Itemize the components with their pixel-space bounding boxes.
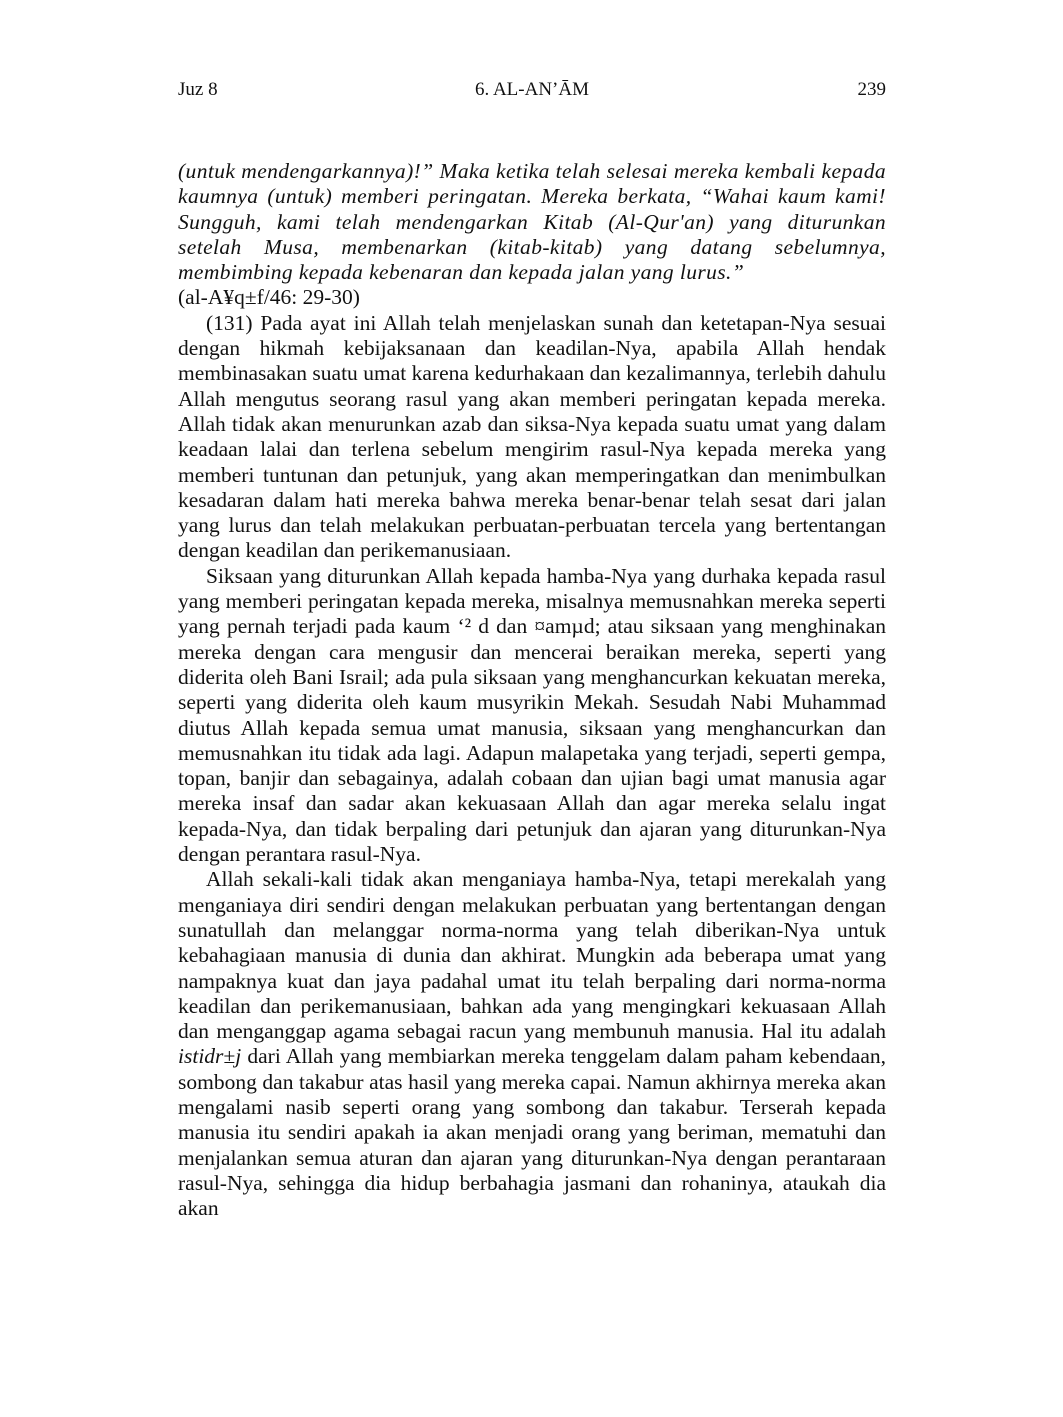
- running-header: [178, 76, 886, 104]
- paragraph-131: (131) Pada ayat ini Allah telah menjelaskan sunah dan ketetapan-Nya sesuai dengan hikmah kebijaksanaan dan keadilan-Nya, apabila Allah hendak membinasakan suatu umat karena kedurhakaan dan kezalimannya, terlebih dahulu Allah mengutus seorang rasul yang akan memberi peringatan kepada mereka. Allah tidak akan menurunkan azab dan siksa-Nya kepada suatu umat yang dalam keadaan lalai dan terlena sebelum mengirim rasul-Nya kepada mereka yang memberi tuntunan dan petunjuk, yang akan memperingatkan dan menimbulkan kesadaran dalam hati mereka bahwa mereka benar-benar telah sesat dari jalan yang lurus dan telah melakukan perbuatan-perbuatan tercela yang bertentangan dengan keadilan dan perikemanusiaan.: [178, 310, 886, 563]
- term-istidraj: istidr±j: [178, 1044, 242, 1069]
- paragraph-istidraj-part2: dari Allah yang membiarkan mereka tenggelam dalam paham kebendaan, sombong dan takabur atas hasil yang mereka capai. Namun akhirnya mereka akan mengalami nasib seperti orang yang sombong dan takabur. Terserah kepada manusia itu sendiri apakah ia akan menjadi orang yang beriman, mematuhi dan menjalankan semua aturan dan ajaran yang diturunkan-Nya dengan perantaraan rasul-Nya, sehingga dia hidup berbahagia jasmani dan rohaninya, ataukah dia akan: [178, 1044, 887, 1221]
- page-number: 239: [857, 79, 886, 100]
- juz-label: Juz 8: [178, 79, 218, 100]
- verse-citation: (al-A¥q±f/46: 29-30): [178, 285, 360, 310]
- paragraph-istidraj: [178, 867, 886, 1221]
- body-text: [178, 159, 886, 1221]
- paragraph-istidraj-part1: Allah sekali-kali tidak akan menganiaya hamba-Nya, tetapi merekalah yang menganiaya diri sendiri dengan melakukan perbuatan yang bertentangan dengan sunatullah dan melanggar norma-norma yang telah diberikan-Nya untuk kebahagiaan manusia di dunia dan akhirat. Mungkin ada beberapa umat yang nampaknya kuat dan jaya padahal umat itu telah berpaling dari norma-norma keadilan dan perikemanusiaan, bahkan ada yang mengingkari kekuasaan Allah dan menganggap agama sebagai racun yang membunuh manusia. Hal itu adalah: [178, 867, 886, 1044]
- quoted-verse: (untuk mendengarkannya)!” Maka ketika telah selesai mereka kembali kepada kaumnya (untuk) memberi peringatan. Mereka berkata, “Wahai kaum kami! Sungguh, kami telah mendengarkan Kitab (Al-Qur'an) yang diturunkan setelah Musa, membenarkan (kitab-kitab) yang datang sebelumnya, membimbing kepada kebenaran dan kepada jalan yang lurus.”: [178, 159, 886, 285]
- paragraph-punishment: Siksaan yang diturunkan Allah kepada hamba-Nya yang durhaka kepada rasul yang memberi peringatan kepada mereka, misalnya memusnahkan mereka seperti yang pernah terjadi pada kaum ‘² d dan ¤amµd; atau siksaan yang menghinakan mereka dengan cara mengusir dan mencerai beraikan mereka, seperti yang diderita oleh Bani Israil; ada pula siksaan yang menghancurkan kekuatan mereka, seperti yang diderita oleh kaum musyrikin Mekah. Sesudah Nabi Muhammad diutus Allah kepada semua umat manusia, siksaan yang menghancurkan dan memusnahkan itu tidak ada lagi. Adapun malapetaka yang terjadi, seperti gempa, topan, banjir dan sebagainya, adalah cobaan dan ujian bagi umat manusia agar mereka insaf dan sadar akan kekuasaan Allah dan agar mereka selalu ingat kepada-Nya, dan tidak berpaling dari petunjuk dan ajaran yang diturunkan-Nya dengan perantara rasul-Nya.: [178, 563, 886, 867]
- surah-title: 6. AL-AN’ĀM: [475, 79, 589, 100]
